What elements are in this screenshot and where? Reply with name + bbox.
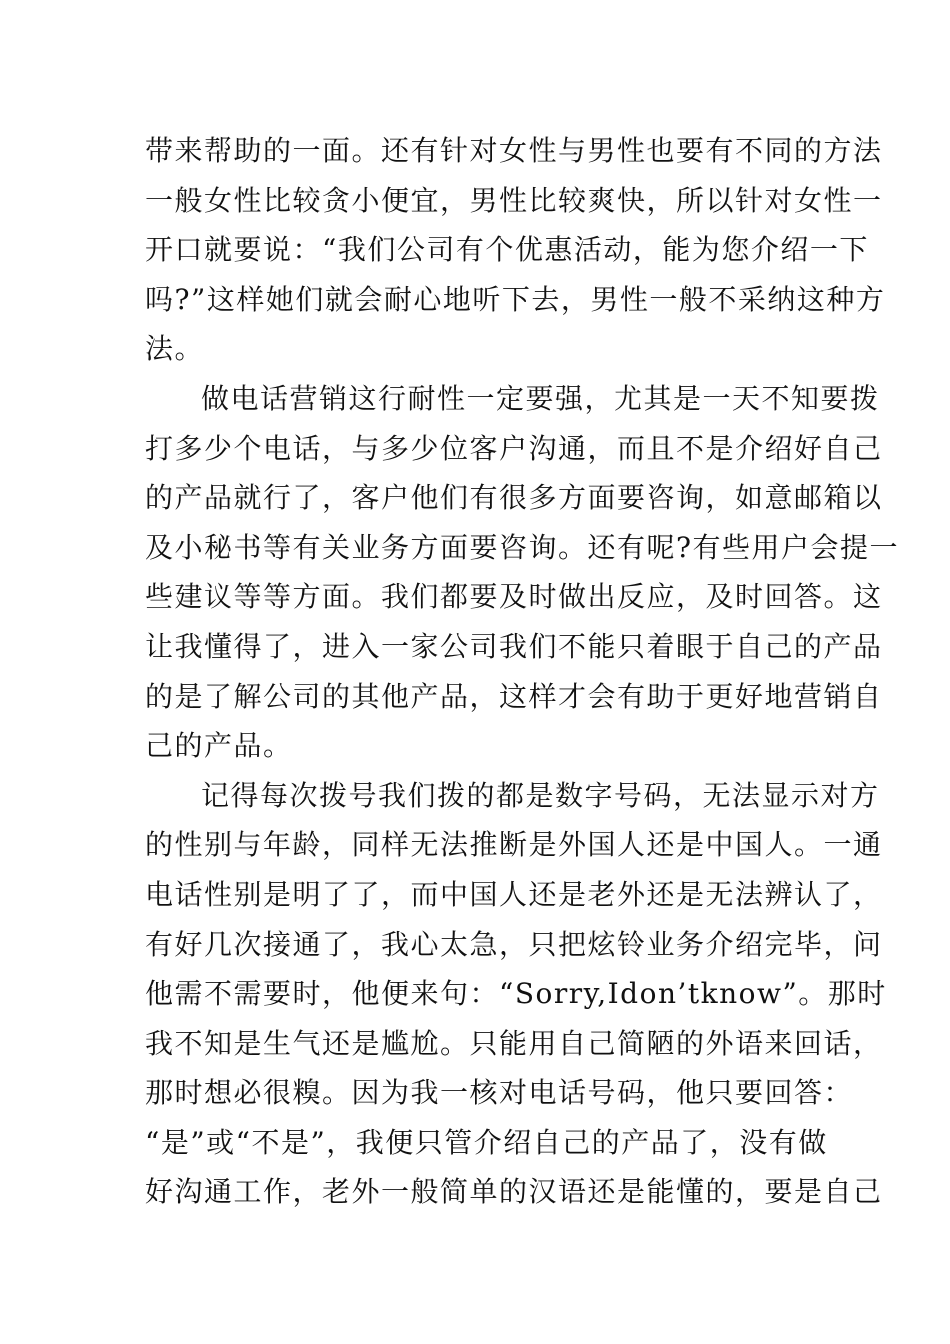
text-line: 法。 xyxy=(145,332,205,366)
text-line: 打多少个电话，与多少位客户沟通，而且不是介绍好自己 xyxy=(145,431,883,465)
text-line: 开口就要说：“我们公司有个优惠活动，能为您介绍一下 xyxy=(145,233,869,267)
text-line: 的是了解公司的其他产品，这样才会有助于更好地营销自 xyxy=(145,679,883,713)
text-line: 有好几次接通了，我心太急，只把炫铃业务介绍完毕，问 xyxy=(145,927,883,961)
body-text xyxy=(145,126,900,1217)
text-line: 让我懂得了，进入一家公司我们不能只着眼于自己的产品 xyxy=(145,629,883,663)
paragraph-start-line: 做电话营销这行耐性一定要强，尤其是一天不知要拨 xyxy=(201,381,880,415)
text-line: 己的产品。 xyxy=(145,729,293,763)
text-line: 他需不需要时，他便来句：“Sorry,Idon’tknow”。那时 xyxy=(145,977,887,1011)
text-line: 带来帮助的一面。还有针对女性与男性也要有不同的方法 xyxy=(145,134,883,167)
text-line: 一般女性比较贪小便宜，男性比较爽快，所以针对女性一 xyxy=(145,183,883,217)
text-line: 那时想必很糗。因为我一核对电话号码，他只要回答： xyxy=(145,1076,854,1110)
text-line: 的性别与年龄，同样无法推断是外国人还是中国人。一通 xyxy=(145,828,883,862)
text-line: 我不知是生气还是尴尬。只能用自己简陋的外语来回话， xyxy=(145,1026,883,1060)
text-line: 吗?”这样她们就会耐心地听下去，男性一般不采纳这种方 xyxy=(145,282,886,316)
text-line: 些建议等等方面。我们都要及时做出反应，及时回答。这 xyxy=(145,580,883,614)
paragraph-start-line: 记得每次拨号我们拨的都是数字号码，无法显示对方 xyxy=(201,778,880,812)
text-line: 的产品就行了，客户他们有很多方面要咨询，如意邮箱以 xyxy=(145,481,883,515)
text-line: 好沟通工作，老外一般简单的汉语还是能懂的，要是自己 xyxy=(145,1175,883,1209)
text-line: 及小秘书等有关业务方面要咨询。还有呢?有些用户会提一 xyxy=(145,530,900,564)
text-line: “是”或“不是”，我便只管介绍自己的产品了，没有做 xyxy=(145,1125,828,1159)
text-line: 电话性别是明了了，而中国人还是老外还是无法辨认了， xyxy=(145,877,883,911)
